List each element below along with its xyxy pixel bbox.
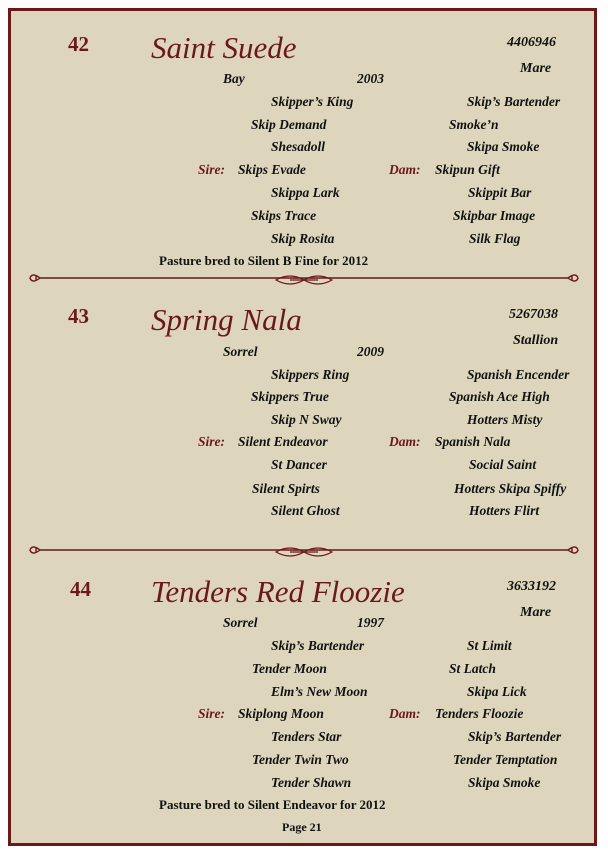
sire-label: Sire:	[198, 434, 225, 449]
sire-side-entry: Silent Spirts	[252, 481, 320, 496]
dam-label: Dam:	[389, 162, 421, 177]
dam-label: Dam:	[389, 434, 421, 449]
dam-side-entry: Tender Temptation	[453, 752, 558, 767]
registration-number: 3633192	[507, 579, 556, 594]
dam-side-entry: Spanish Ace High	[449, 389, 550, 404]
dam-side-entry: Social Saint	[469, 457, 537, 472]
sire-side-entry: Skippa Lark	[271, 185, 340, 200]
sire-side-entry: Skip Rosita	[271, 231, 335, 246]
sire-side-entry: Skippers True	[251, 389, 329, 404]
page-number: Page 21	[282, 820, 322, 834]
sire-side-entry: Skips Trace	[251, 208, 317, 223]
dam-side-entry: Skipa Smoke	[467, 139, 540, 154]
sire-name: Skips Evade	[238, 162, 306, 177]
horse-color: Sorrel	[223, 615, 258, 630]
sire-side-entry: Tender Twin Two	[252, 752, 349, 767]
sire-side-entry: Skip N Sway	[271, 412, 342, 427]
dam-name: Skipun Gift	[435, 162, 500, 177]
horse-sex: Mare	[520, 61, 552, 76]
lot-number: 43	[68, 304, 89, 328]
sire-side-entry: Silent Ghost	[271, 503, 340, 518]
ornamental-divider	[28, 540, 580, 564]
sire-name: Skiplong Moon	[238, 706, 324, 721]
dam-side-entry: St Latch	[449, 661, 496, 676]
horse-name: Tenders Red Floozie	[151, 574, 405, 609]
sire-side-entry: Tender Shawn	[271, 775, 352, 790]
sire-side-entry: Shesadoll	[271, 139, 326, 154]
sire-side-entry: Tender Moon	[252, 661, 327, 676]
dam-side-entry: St Limit	[467, 638, 512, 653]
dam-name: Tenders Floozie	[435, 706, 524, 721]
dam-side-entry: Silk Flag	[469, 231, 521, 246]
sire-side-entry: Skip’s Bartender	[271, 638, 365, 653]
horse-color: Sorrel	[223, 344, 258, 359]
sire-name: Silent Endeavor	[238, 434, 328, 449]
dam-side-entry: Hotters Skipa Spiffy	[454, 481, 567, 496]
dam-side-entry: Hotters Misty	[467, 412, 543, 427]
horse-color: Bay	[223, 71, 245, 86]
foal-year: 2009	[357, 344, 384, 359]
lot-number: 44	[70, 577, 91, 601]
registration-number: 4406946	[507, 35, 556, 50]
dam-label: Dam:	[389, 706, 421, 721]
dam-side-entry: Hotters Flirt	[469, 503, 540, 518]
sire-label: Sire:	[198, 706, 225, 721]
breeding-note: Pasture bred to Silent Endeavor for 2012	[159, 797, 386, 812]
lot-number: 42	[68, 32, 89, 56]
dam-name: Spanish Nala	[435, 434, 511, 449]
dam-side-entry: Skip’s Bartender	[468, 729, 562, 744]
horse-name: Spring Nala	[151, 302, 302, 337]
sire-side-entry: Skipper’s King	[271, 94, 354, 109]
sire-label: Sire:	[198, 162, 225, 177]
sire-side-entry: Skippers Ring	[271, 367, 350, 382]
horse-name: Saint Suede	[151, 30, 297, 65]
breeding-note: Pasture bred to Silent B Fine for 2012	[159, 253, 369, 268]
dam-side-entry: Skipa Smoke	[468, 775, 541, 790]
dam-side-entry: Skip’s Bartender	[467, 94, 561, 109]
dam-side-entry: Smoke’n	[449, 117, 499, 132]
horse-sex: Stallion	[513, 333, 559, 348]
horse-sex: Mare	[520, 605, 552, 620]
sire-side-entry: Elm’s New Moon	[271, 684, 368, 699]
sire-side-entry: Skip Demand	[251, 117, 327, 132]
dam-side-entry: Skipbar Image	[453, 208, 536, 223]
sire-side-entry: Tenders Star	[271, 729, 342, 744]
registration-number: 5267038	[509, 307, 558, 322]
ornamental-divider	[28, 268, 580, 292]
dam-side-entry: Skipa Lick	[467, 684, 527, 699]
sire-side-entry: St Dancer	[271, 457, 327, 472]
foal-year: 1997	[357, 615, 384, 630]
foal-year: 2003	[357, 71, 384, 86]
dam-side-entry: Spanish Encender	[467, 367, 570, 382]
dam-side-entry: Skippit Bar	[468, 185, 532, 200]
